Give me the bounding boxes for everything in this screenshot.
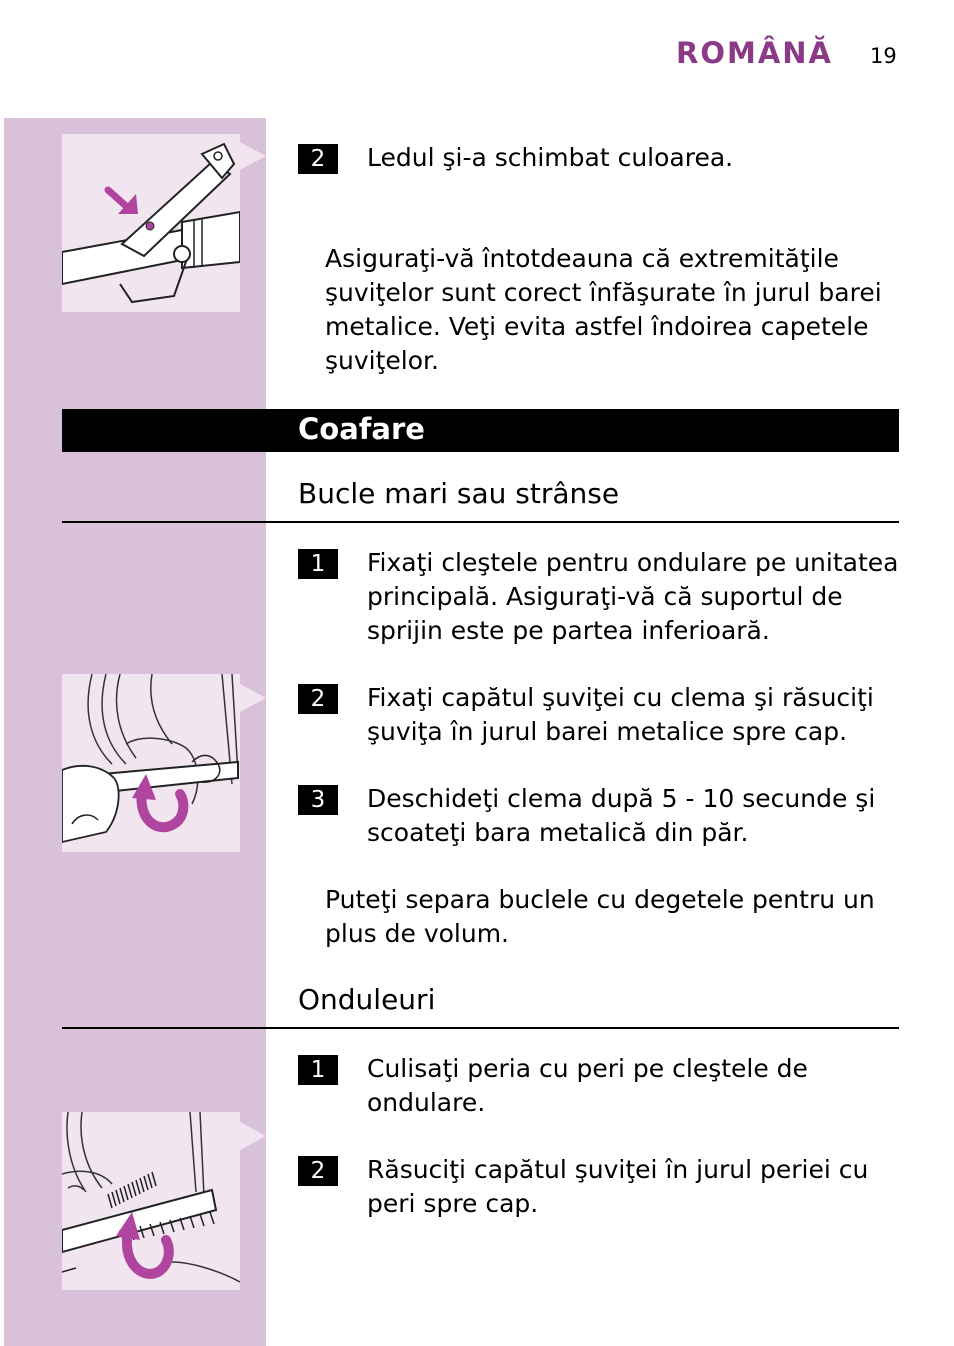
curling-tongs-icon bbox=[62, 134, 240, 312]
subheading-curls: Bucle mari sau strânse bbox=[298, 477, 620, 510]
subheading-waves: Onduleuri bbox=[298, 983, 436, 1016]
illustration-curling-tongs bbox=[62, 134, 240, 312]
illustration-pointer bbox=[240, 684, 266, 712]
step-text: Ledul şi-a schimbat culoarea. bbox=[367, 143, 734, 172]
step-number: 3 bbox=[298, 785, 338, 815]
note-paragraph: Puteţi separa buclele cu degetele pentru un plus de volum. bbox=[325, 885, 875, 948]
step-text: Culisaţi peria cu peri pe cleştele de ondulare. bbox=[367, 1054, 808, 1117]
page-number: 19 bbox=[870, 44, 897, 68]
illustration-pointer bbox=[240, 1122, 266, 1150]
step-text: Fixaţi cleştele pentru ondulare pe unitatea principală. Asiguraţi-vă că suportul de sprijin este pe partea inferioară. bbox=[367, 548, 899, 645]
step-number: 2 bbox=[298, 144, 338, 174]
language-heading: ROMÂNĂ bbox=[676, 36, 833, 70]
note-paragraph: Asiguraţi-vă întotdeauna că extremităţile şuviţelor sunt corect înfăşurate în jurul barei metalice. Veţi evita astfel îndoirea capetele şuviţelor. bbox=[325, 244, 882, 375]
step-number: 2 bbox=[298, 684, 338, 714]
section-bar bbox=[62, 409, 899, 452]
step-number: 1 bbox=[298, 1055, 338, 1085]
step-text: Fixaţi capătul şuviţei cu clema şi răsuciţi şuviţa în jurul barei metalice spre cap. bbox=[367, 683, 874, 746]
step-number: 2 bbox=[298, 1156, 338, 1186]
step-number: 1 bbox=[298, 549, 338, 579]
step-text: Răsuciţi capătul şuviţei în jurul periei cu peri spre cap. bbox=[367, 1155, 869, 1218]
hair-winding-icon bbox=[62, 674, 240, 852]
subheading-rule bbox=[62, 1027, 899, 1029]
illustration-winding-hair bbox=[62, 674, 240, 852]
illustration-brush-winding bbox=[62, 1112, 240, 1290]
illustration-pointer bbox=[240, 142, 266, 170]
subheading-rule bbox=[62, 521, 899, 523]
step-text: Deschideţi clema după 5 - 10 secunde şi scoateţi bara metalică din păr. bbox=[367, 784, 876, 847]
section-title: Coafare bbox=[298, 412, 425, 446]
brush-winding-icon bbox=[62, 1112, 240, 1290]
